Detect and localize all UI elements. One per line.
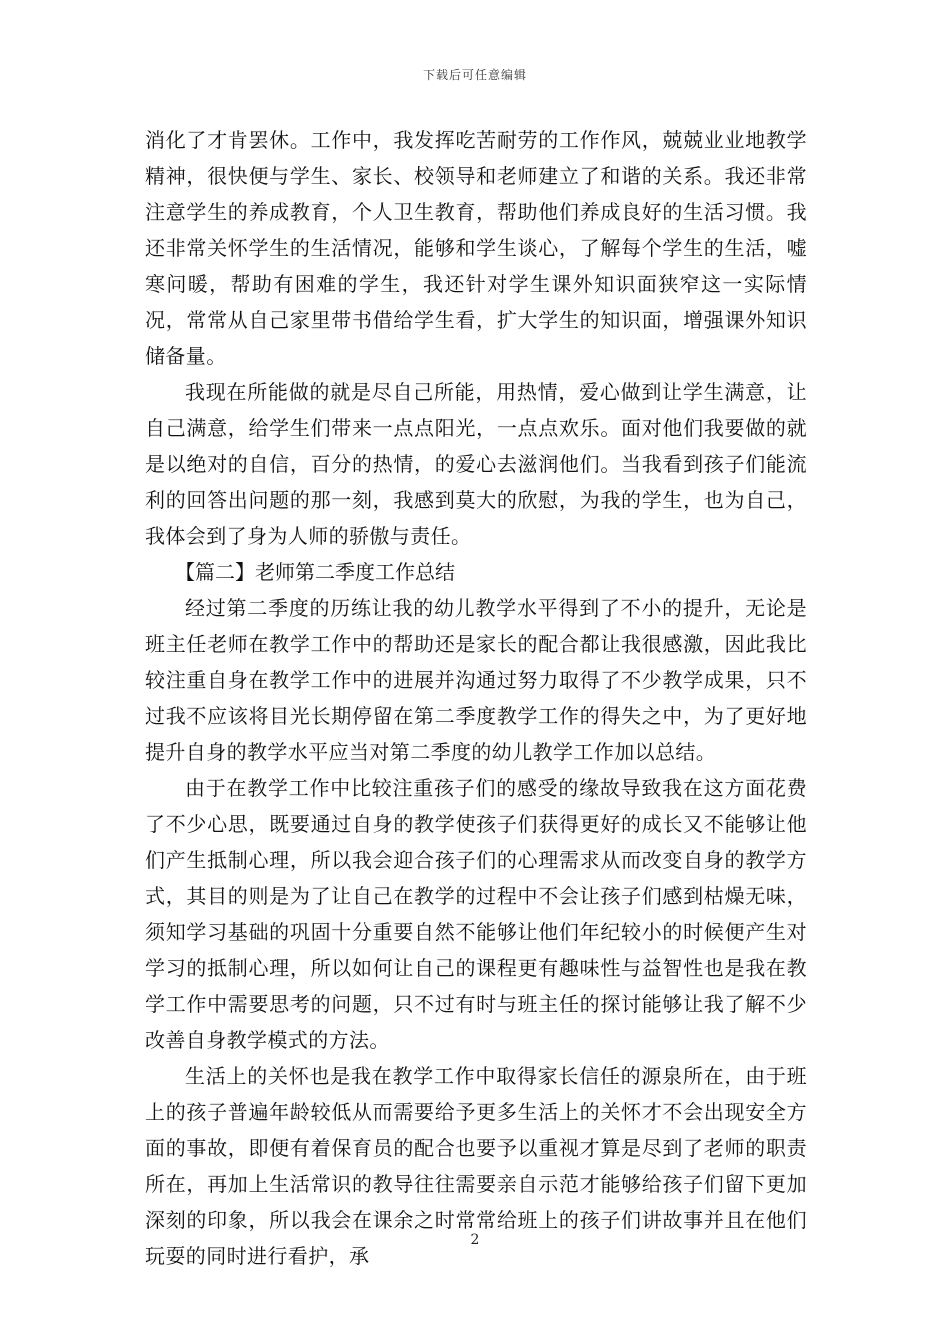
paragraph: 经过第二季度的历练让我的幼儿教学水平得到了不小的提升，无论是班主任老师在教学工作中的帮助还是家长的配合都让我很感激，因此我比较注重自身在教学工作中的进展并沟通过努力取得了不少教学成果，只不过我不应该将目光长期停留在第二季度教学工作的得失之中，为了更好地提升自身的教学水平应当对第二季度的幼儿教学工作加以总结。	[145, 596, 807, 764]
document-body	[145, 122, 807, 1274]
page-number: 2	[470, 1232, 480, 1248]
paragraph: 我现在所能做的就是尽自己所能，用热情，爱心做到让学生满意，让自己满意，给学生们带来一点点阳光，一点点欢乐。面对他们我要做的就是以绝对的自信，百分的热情，的爱心去滋润他们。当我看到孩子们能流利的回答出问题的那一刻，我感到莫大的欣慰，为我的学生，也为自己，我体会到了身为人师的骄傲与责任。	[145, 380, 807, 548]
paragraph-continuation: 消化了才肯罢休。工作中，我发挥吃苦耐劳的工作作风，兢兢业业地教学精神，很快便与学生、家长、校领导和老师建立了和谐的关系。我还非常注意学生的养成教育，个人卫生教育，帮助他们养成良好的生活习惯。我还非常关怀学生的生活情况，能够和学生谈心，了解每个学生的生活，嘘寒问暖，帮助有困难的学生，我还针对学生课外知识面狭窄这一实际情况，常常从自己家里带书借给学生看，扩大学生的知识面，增强课外知识储备量。	[145, 128, 807, 368]
section-heading: 【篇二】老师第二季度工作总结	[175, 560, 455, 584]
page-header: 下载后可任意编辑	[422, 68, 527, 82]
paragraph: 由于在教学工作中比较注重孩子们的感受的缘故导致我在这方面花费了不少心思，既要通过自身的教学使孩子们获得更好的成长又不能够让他们产生抵制心理，所以我会迎合孩子们的心理需求从而改变自身的教学方式，其目的则是为了让自己在教学的过程中不会让孩子们感到枯燥无味，须知学习基础的巩固十分重要自然不能够让他们年纪较小的时候便产生对学习的抵制心理，所以如何让自己的课程更有趣味性与益智性也是我在教学工作中需要思考的问题，只不过有时与班主任的探讨能够让我了解不少改善自身教学模式的方法。	[145, 776, 807, 1052]
paragraph: 生活上的关怀也是我在教学工作中取得家长信任的源泉所在，由于班上的孩子普遍年龄较低从而需要给予更多生活上的关怀才不会出现安全方面的事故，即便有着保育员的配合也要予以重视才算是尽到了老师的职责所在，再加上生活常识的教导往往需要亲自示范才能够给孩子们留下更加深刻的印象，所以我会在课余之时常常给班上的孩子们讲故事并且在他们玩耍的同时进行看护，承	[145, 1064, 807, 1268]
